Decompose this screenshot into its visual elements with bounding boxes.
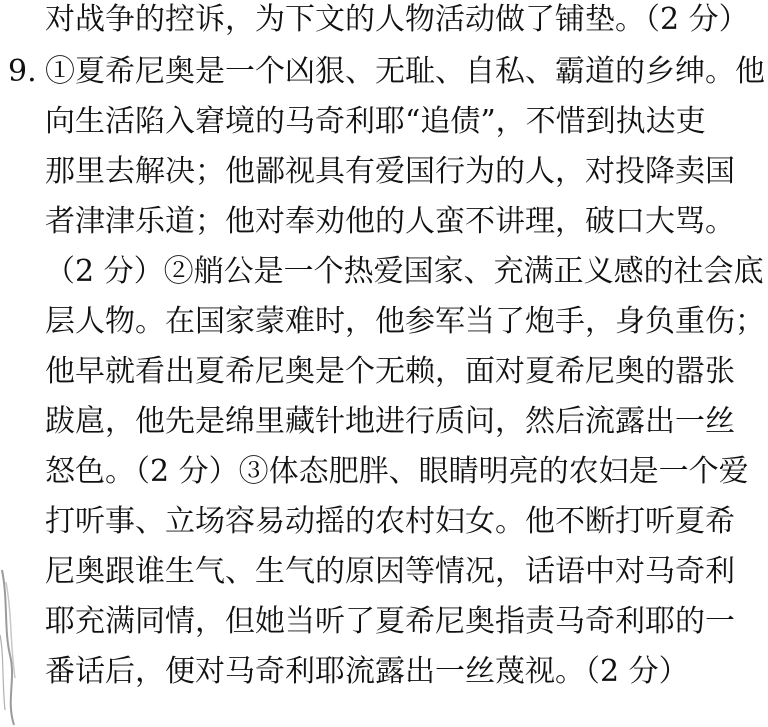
text-line-5: 者津津乐道；他对奉劝他的人蛮不讲理，破口大骂。 — [45, 204, 735, 239]
text-line-10: 怒色。（2 分）③体态肥胖、眼睛明亮的农妇是一个爱 — [45, 454, 749, 489]
text-line-13: 耶充满同情，但她当听了夏希尼奥指责马奇利耶的一 — [45, 604, 735, 639]
text-line-11: 打听事、立场容易动摇的农村妇女。他不断打听夏希 — [45, 504, 735, 539]
text-line-1: 对战争的控诉，为下文的人物活动做了铺垫。（2 分） — [45, 2, 749, 37]
scan-edge-mark — [0, 560, 40, 727]
text-line-6: （2 分）②艄公是一个热爱国家、充满正义感的社会底 — [45, 254, 764, 289]
text-line-12: 尼奥跟谁生气、生气的原因等情况，话语中对马奇利 — [45, 554, 735, 589]
text-line-8: 他早就看出夏希尼奥是个无赖，面对夏希尼奥的嚣张 — [45, 354, 735, 389]
text-line-14: 番话后，便对马奇利耶流露出一丝蔑视。（2 分） — [45, 654, 689, 689]
text-line-3: 向生活陷入窘境的马奇利耶“追债”，不惜到执达吏 — [45, 104, 706, 139]
item-number: 9. — [8, 54, 37, 89]
text-line-2: ①夏希尼奥是一个凶狠、无耻、自私、霸道的乡绅。他 — [45, 54, 765, 89]
text-line-9: 跋扈，他先是绵里藏针地进行质问，然后流露出一丝 — [45, 404, 735, 439]
text-line-7: 层人物。在国家蒙难时，他参军当了炮手，身负重伤； — [45, 304, 765, 339]
text-line-4: 那里去解决；他鄙视具有爱国行为的人，对投降卖国 — [45, 154, 735, 189]
